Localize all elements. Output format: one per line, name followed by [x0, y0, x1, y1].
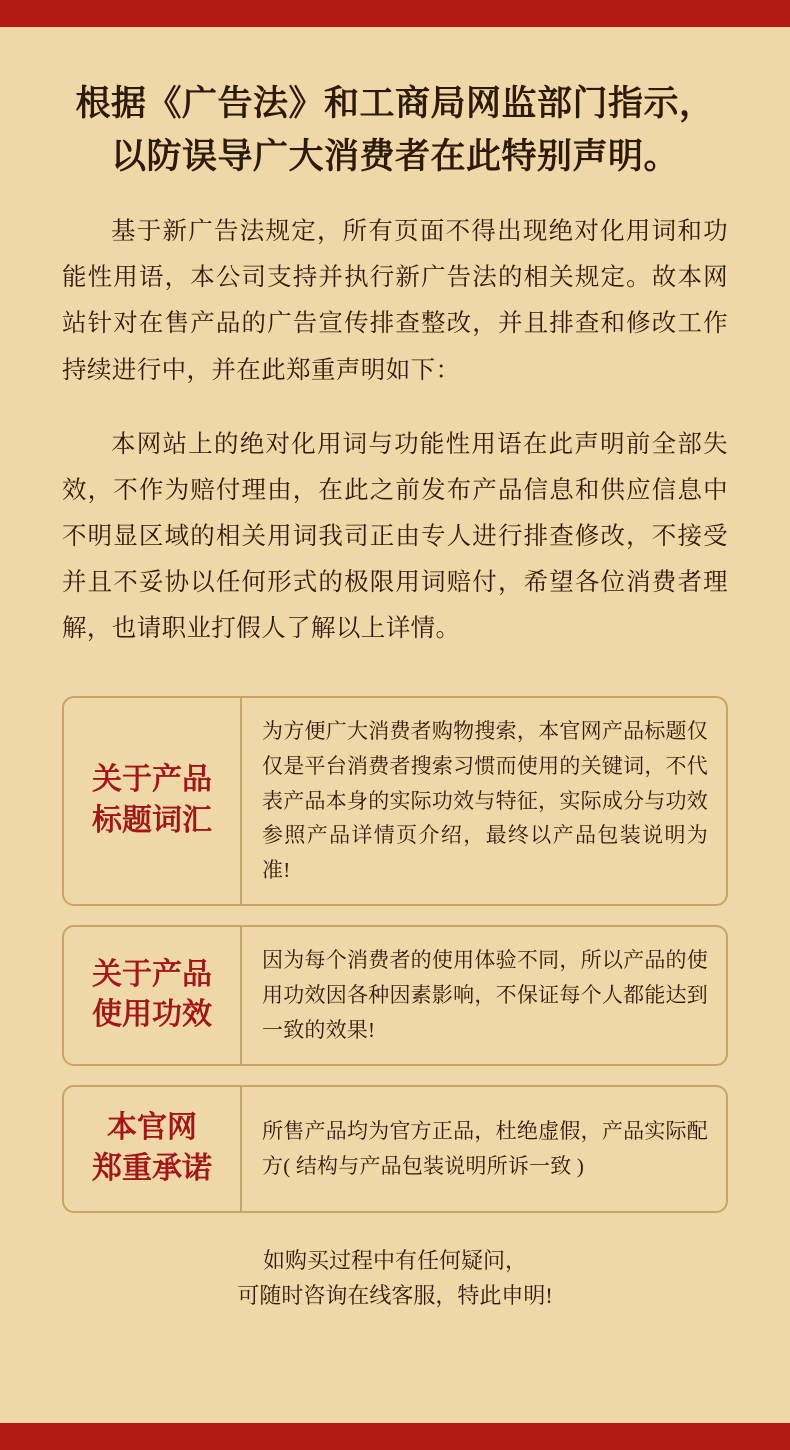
footer-line-1: 如购买过程中有任何疑问，: [262, 1247, 527, 1273]
statement-card: [62, 696, 728, 906]
paragraph-one: 基于新广告法规定，所有页面不得出现绝对化用词和功能性用语，本公司支持并执行新广告法的相关规定。故本网站针对在售产品的广告宣传排查整改，并且排查和修改工作持续进行中，并在此郑重声明如下：: [62, 218, 728, 384]
card-body: 所售产品均为官方正品，杜绝虚假，产品实际配方( 结构与产品包装说明所诉一致 ): [262, 1118, 708, 1178]
card-title: [64, 1087, 242, 1211]
footer-line-2: 可随时咨询在线客服，特此申明!: [237, 1282, 553, 1308]
page-title: [62, 77, 728, 183]
page-content: [0, 27, 790, 1423]
card-title: [64, 698, 242, 904]
title-line-1: 根据《广告法》和工商局网监部门指示，: [75, 84, 715, 123]
statement-card-list: [62, 696, 728, 1213]
card-body: 为方便广大消费者购物搜索，本官网产品标题仅仅是平台消费者搜索习惯而使用的关键词，不代表产品本身的实际功效与特征，实际成分与功效参照产品详情页介绍，最终以产品包装说明为准!: [262, 718, 708, 883]
bottom-accent-bar: [0, 1423, 790, 1450]
statement-card: [62, 925, 728, 1066]
card-title-line-1: 关于产品: [92, 957, 212, 991]
top-accent-bar: [0, 0, 790, 27]
card-title-line-1: 关于产品: [92, 763, 212, 797]
paragraph-two: 本网站上的绝对化用词与功能性用语在此声明前全部失效，不作为赔付理由，在此之前发布产品信息和供应信息中不明显区域的相关用词我司正由专人进行排查修改，不接受并且不妥协以任何形式的极限用词赔付，希望各位消费者理解，也请职业打假人了解以上详情。: [62, 430, 728, 642]
card-title-line-2: 使用功效: [92, 998, 212, 1032]
card-title-line-2: 标题词汇: [92, 803, 212, 837]
statement-card: [62, 1085, 728, 1213]
card-title-line-2: 郑重承诺: [92, 1151, 212, 1185]
footer-note: [62, 1243, 728, 1313]
card-title-line-1: 本官网: [107, 1111, 197, 1145]
title-line-2: 以防误导广大消费者在此特别声明。: [110, 137, 679, 177]
card-title: [64, 927, 242, 1064]
card-body: 因为每个消费者的使用体验不同，所以产品的使用功效因各种因素影响，不保证每个人都能达到一致的效果!: [262, 948, 708, 1042]
